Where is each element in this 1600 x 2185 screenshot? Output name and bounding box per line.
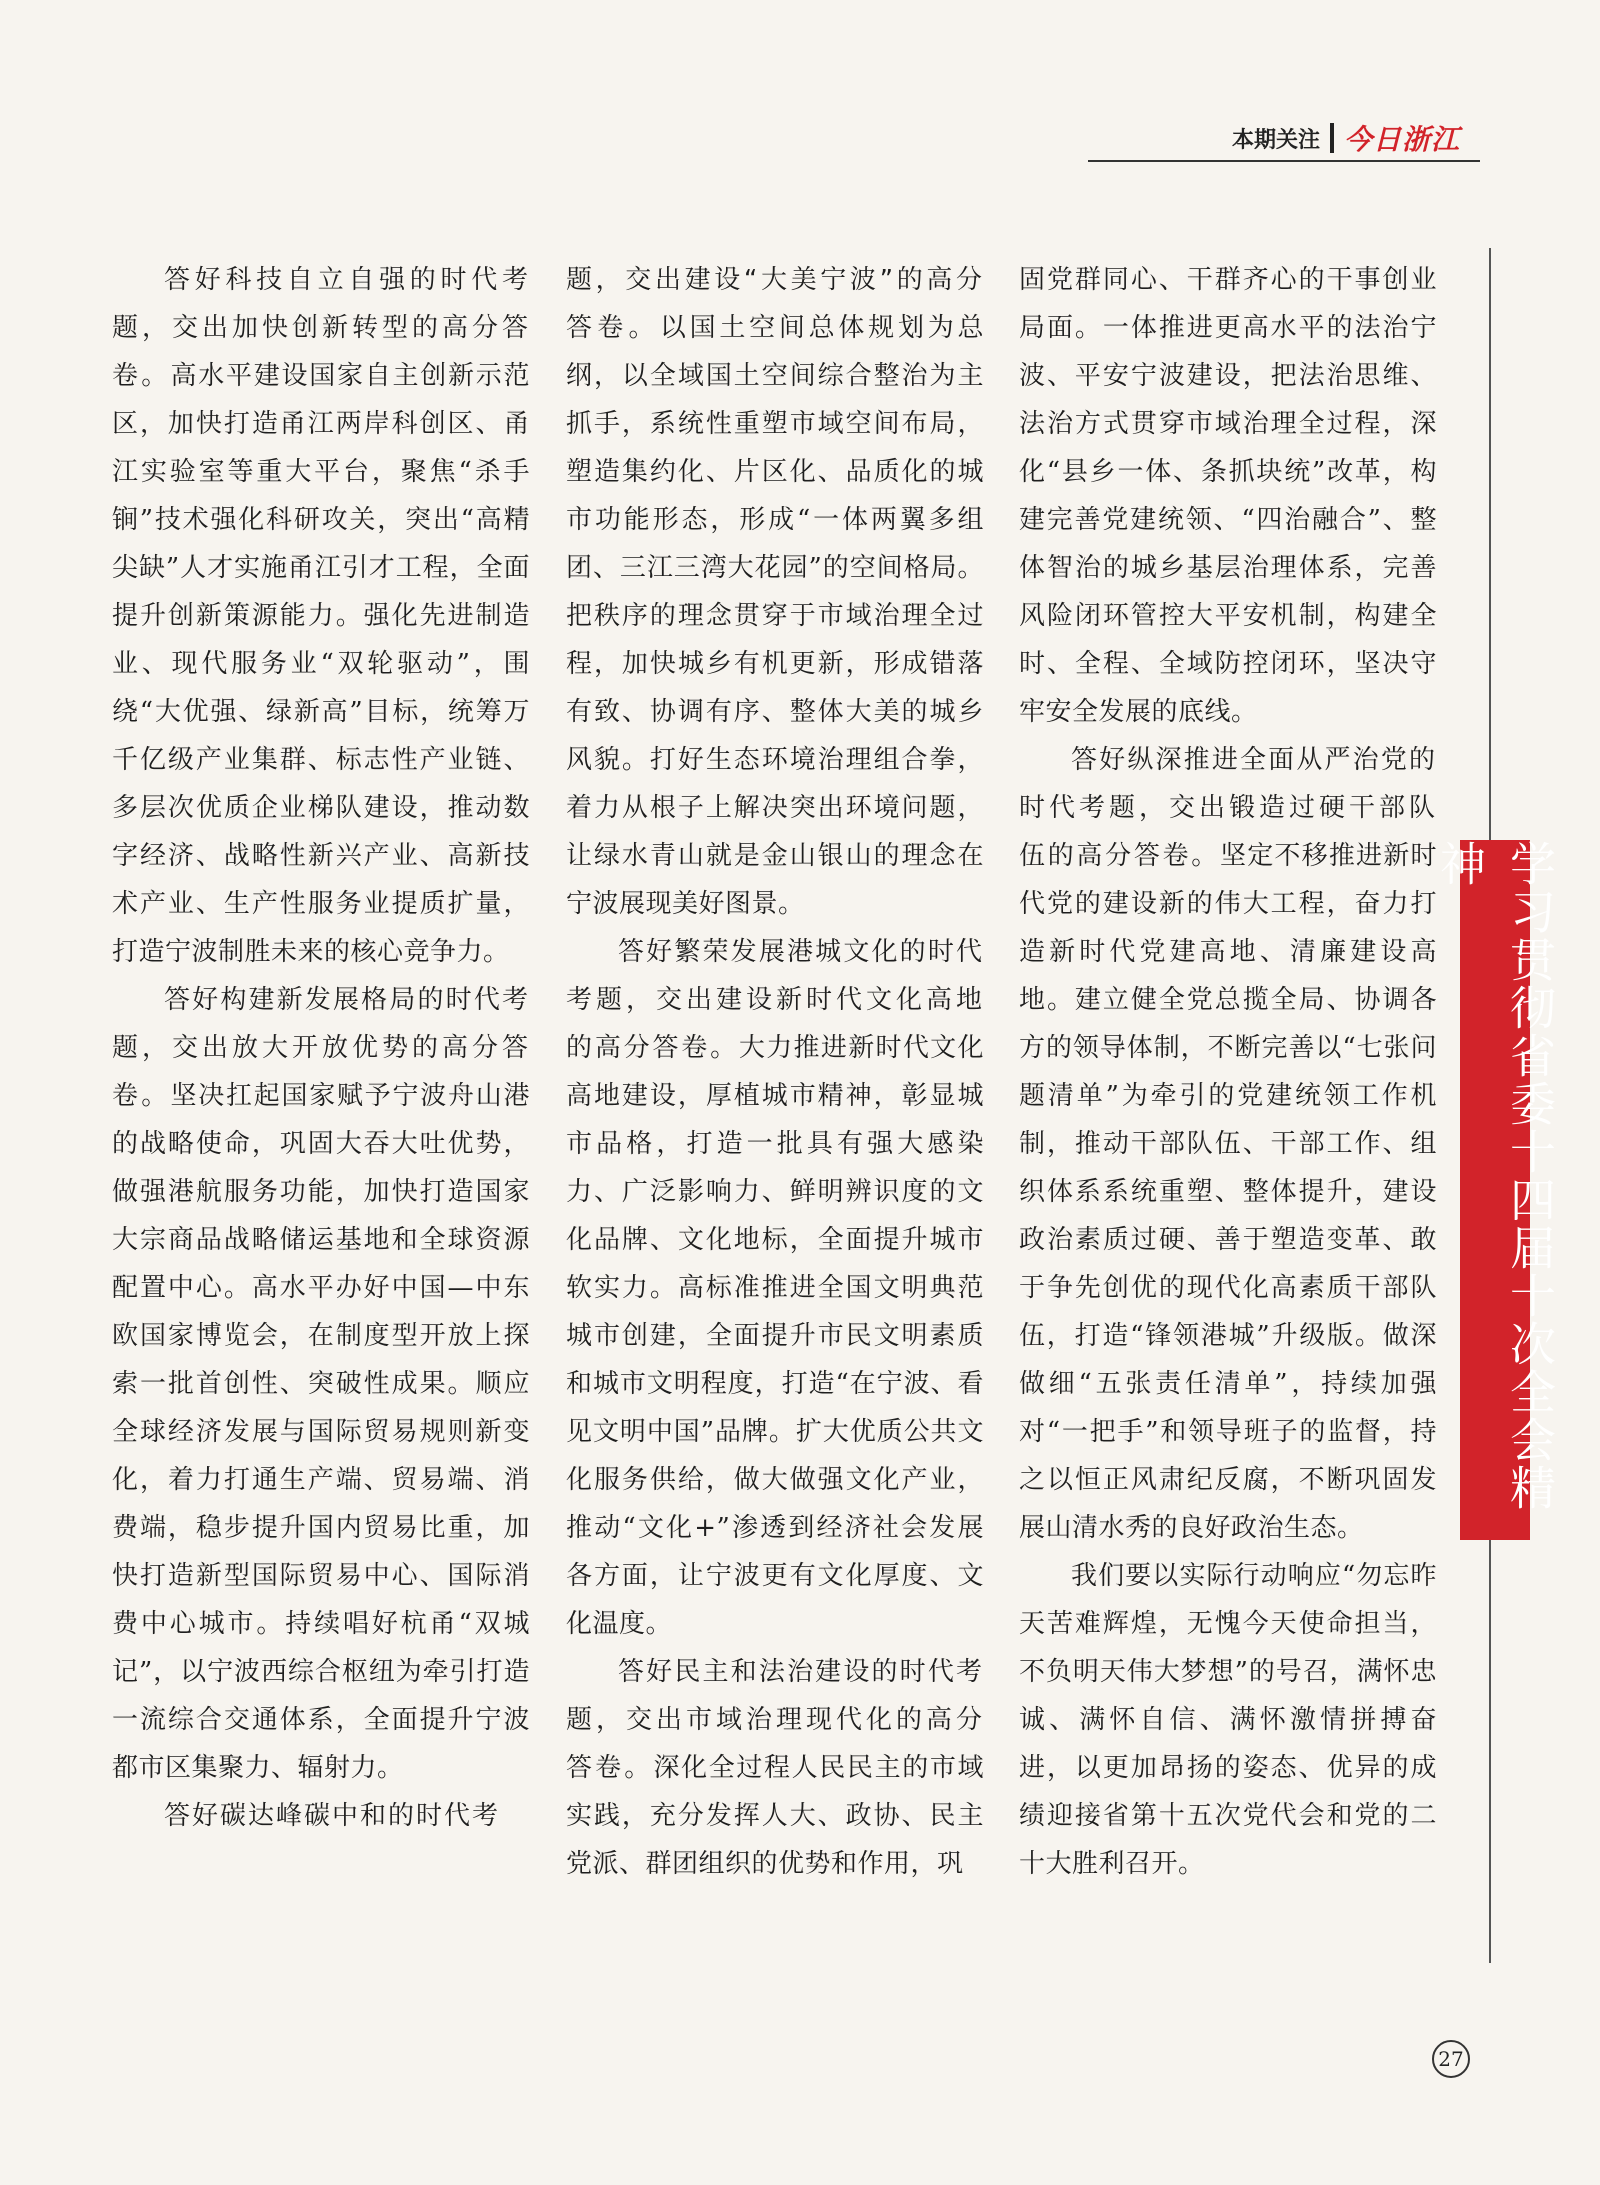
column-1 [112, 256, 530, 1840]
paragraph-text: 坚决扛起国家赋予宁波舟山港的战略使命，巩固大吞大吐优势，做强港航服务功能，加快打造国家大宗商品战略储运基地和全球资源配置中心。高水平办好中国—中东欧国家博览会，在制度型开放上探索一批首创性、突破性成果。顺应全球经济发展与国际贸易规则新变化，着力打通生产端、贸易端、消费端，稳步提升国内贸易比重，加快打造新型国际贸易中心、国际消费中心城市。持续唱好杭甬“双城记”，以宁波西综合枢纽为牵引打造一流综合交通体系，全面提升宁波都市区集聚力、辐射力。 [112, 1081, 530, 1783]
header-rule [1088, 160, 1480, 162]
paragraph [566, 1648, 984, 1888]
paragraph-lead: 题，交出建设“大美宁波”的高分答卷。 [566, 265, 984, 343]
paragraph [1019, 736, 1437, 1552]
paragraph-text: 坚定不移推进新时代党的建设新的伟大工程，奋力打造新时代党建高地、清廉建设高地。建立健全党总揽全局、协调各方的领导体制，不断完善以“七张问题清单”为牵引的党建统领工作机制，推动干部队伍、干部工作、组织体系系统重塑、整体提升，建设政治素质过硬、善于塑造变革、敢于争先创优的现代化高素质干部队伍，打造“锋领港城”升级版。做深做细“五张责任清单”，持续加强对“一把手”和领导班子的监督，持之以恒正风肃纪反腐，不断巩固发展山清水秀的良好政治生态。 [1019, 841, 1437, 1543]
column-2 [566, 256, 984, 1888]
paragraph [1019, 1552, 1437, 1888]
paragraph [566, 256, 984, 928]
paragraph-text: 大力推进新时代文化高地建设，厚植城市精神，彰显城市品格，打造一批具有强大感染力、广泛影响力、鲜明辨识度的文化品牌、文化地标，全面提升城市软实力。高标准推进全国文明典范城市创建，全面提升市民文明素质和城市文明程度，打造“在宁波、看见文明中国”品牌。扩大优质公共文化服务供给，做大做强文化产业，推动“文化+”渗透到经济社会发展各方面，让宁波更有文化厚度、文化温度。 [566, 1033, 984, 1639]
paragraph [112, 1792, 530, 1840]
page-number: 27 [1432, 2040, 1470, 2078]
banner-text: 学习贯彻省委十四届十次全会精神 [1433, 840, 1557, 1512]
paragraph-lead: 答好民主和法治建设的时代考题，交出市域治理现代化的高分答卷。 [566, 1657, 984, 1783]
paragraph-text: 固党群同心、干群齐心的干事创业局面。一体推进更高水平的法治宁波、平安宁波建设，把法治思维、法治方式贯穿市域治理全过程，深化“县乡一体、条抓块统”改革，构建完善党建统领、“四治融合”、整体智治的城乡基层治理体系，完善风险闭环管控大平安机制，构建全时、全程、全域防控闭环，坚决守牢安全发展的底线。 [1019, 265, 1437, 727]
paragraph-lead: 答好科技自立自强的时代考题，交出加快创新转型的高分答卷。 [112, 265, 530, 391]
column-3 [1019, 256, 1437, 1888]
paragraph-lead: 答好构建新发展格局的时代考题，交出放大开放优势的高分答卷。 [112, 985, 530, 1111]
paragraph-lead: 答好碳达峰碳中和的时代考 [164, 1801, 501, 1831]
paragraph-text: 高水平建设国家自主创新示范区，加快打造甬江两岸科创区、甬江实验室等重大平台，聚焦“杀手锏”技术强化科研攻关，突出“高精尖缺”人才实施甬江引才工程，全面提升创新策源能力。强化先进制造业、现代服务业“双轮驱动”，围绕“大优强、绿新高”目标，统筹万千亿级产业集群、标志性产业链、多层次优质企业梯队建设，推动数字经济、战略性新兴产业、高新技术产业、生产性服务业提质扩量，打造宁波制胜未来的核心竞争力。 [112, 361, 530, 967]
section-label: 本期关注 [1231, 127, 1320, 153]
paragraph-text: 深化全过程人民民主的市域实践，充分发挥人大、政协、民主党派、群团组织的优势和作用，巩 [566, 1753, 984, 1879]
paragraph-text: 我们要以实际行动响应“勿忘昨天苦难辉煌，无愧今天使命担当，不负明天伟大梦想”的号召，满怀忠诚、满怀自信、满怀激情拼搏奋进，以更加昂扬的姿态、优异的成绩迎接省第十五次党代会和党的二十大胜利召开。 [1019, 1561, 1437, 1879]
paragraph-lead: 答好繁荣发展港城文化的时代考题，交出建设新时代文化高地的高分答卷。 [566, 937, 984, 1063]
topic-banner [1433, 840, 1557, 1540]
page-header [1080, 118, 1460, 158]
magazine-logo: 今日浙江 [1343, 123, 1460, 156]
paragraph-lead: 答好纵深推进全面从严治党的时代考题，交出锻造过硬干部队伍的高分答卷。 [1019, 745, 1437, 871]
paragraph [1019, 256, 1437, 736]
paragraph [566, 928, 984, 1648]
paragraph [112, 256, 530, 976]
article-body [112, 256, 1437, 1976]
paragraph-text: 以国土空间总体规划为总纲，以全域国土空间综合整治为主抓手，系统性重塑市域空间布局，塑造集约化、片区化、品质化的城市功能形态，形成“一体两翼多组团、三江三湾大花园”的空间格局。把秩序的理念贯穿于市域治理全过程，加快城乡有机更新，形成错落有致、协调有序、整体大美的城乡风貌。打好生态环境治理组合拳，着力从根子上解决突出环境问题，让绿水青山就是金山银山的理念在宁波展现美好图景。 [566, 313, 984, 919]
header-separator [1330, 123, 1334, 153]
paragraph [112, 976, 530, 1792]
